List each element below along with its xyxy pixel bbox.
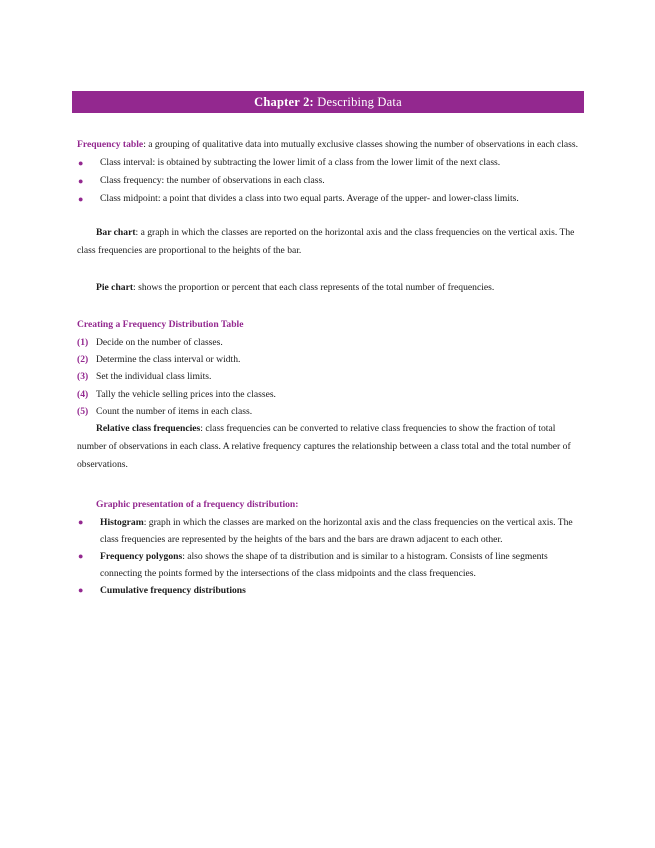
step-text: Set the individual class limits. <box>96 371 212 383</box>
bullet-text: Class frequency: the number of observations in each class. <box>100 175 325 186</box>
frequency-table-term: Frequency table <box>77 139 144 150</box>
creating-table-heading: Creating a Frequency Distribution Table <box>77 319 244 330</box>
step-number: (4) <box>77 388 89 400</box>
frequency-table-definition: : a grouping of qualitative data into mutually exclusive classes showing the number of observations in each class. <box>143 139 578 150</box>
list-item <box>77 403 581 420</box>
bullet-text: Class midpoint: a point that divides a class into two equal parts. Average of the upper- and lower-class limits. <box>100 193 519 204</box>
bullet-icon: ● <box>78 551 84 562</box>
document-content <box>77 136 581 599</box>
relative-frequency-paragraph <box>77 420 581 474</box>
bar-chart-paragraph <box>77 224 581 260</box>
list-item <box>77 548 581 582</box>
histogram-term: Histogram <box>100 517 144 529</box>
list-item <box>77 351 581 368</box>
step-number: (1) <box>77 337 89 348</box>
bullet-text: Class interval: is obtained by subtracting the lower limit of a class from the lower limit of the next class. <box>100 157 501 168</box>
bullet-icon: ● <box>78 517 84 528</box>
bullet-icon: ● <box>78 158 84 168</box>
histogram-text: : graph in which the classes are marked on the horizontal axis and the class frequencies on the vertical axis. The class frequencies are represented by the heights of the bars and the bars are drawn adjacent to each other. <box>100 517 573 546</box>
frequency-table-bullets <box>77 154 581 208</box>
step-text: Tally the vehicle selling prices into the classes. <box>96 388 276 400</box>
relative-frequency-term: Relative class frequencies <box>96 423 201 435</box>
chapter-title: Describing Data <box>317 95 402 109</box>
step-text: Determine the class interval or width. <box>96 354 241 366</box>
frequency-polygons-term: Frequency polygons <box>100 551 183 563</box>
bar-chart-term: Bar chart <box>96 227 136 238</box>
list-item <box>77 154 581 172</box>
bar-chart-definition: : a graph in which the classes are reported on the horizontal axis and the class frequencies on the vertical axis. The class frequencies are proportional to the heights of the bar. <box>77 227 575 256</box>
list-item <box>77 172 581 190</box>
graphic-presentation-heading: Graphic presentation of a frequency distribution: <box>96 499 299 511</box>
bullet-icon: ● <box>78 585 84 596</box>
chapter-label: Chapter 2: <box>254 95 314 109</box>
step-number: (5) <box>77 405 89 417</box>
step-text: Decide on the number of classes. <box>96 337 223 348</box>
pie-chart-term: Pie chart <box>96 282 134 293</box>
pie-chart-definition: : shows the proportion or percent that each class represents of the total number of frequencies. <box>133 282 495 293</box>
cumulative-frequency-term: Cumulative frequency distributions <box>100 585 246 597</box>
list-item <box>77 386 581 403</box>
graphic-presentation-list <box>77 514 581 599</box>
frequency-polygons-text: : also shows the shape of ta distribution and is similar to a histogram. Consists of line segments connecting the points formed by the intersections of the class midpoints and the class frequencies. <box>100 551 548 580</box>
bullet-icon: ● <box>78 194 84 204</box>
list-item <box>77 514 581 548</box>
step-number: (3) <box>77 371 89 383</box>
pie-chart-paragraph <box>77 279 581 297</box>
step-text: Count the number of items in each class. <box>96 405 253 417</box>
step-number: (2) <box>77 354 89 366</box>
relative-frequency-definition: : class frequencies can be converted to relative class frequencies to show the fraction of total number of observations in each class. A relative frequency captures the relationship between a class total and the total number of observations. <box>77 423 571 471</box>
creating-table-steps <box>77 334 581 420</box>
frequency-table-paragraph <box>77 136 581 154</box>
chapter-banner <box>72 91 584 113</box>
list-item <box>77 334 581 351</box>
list-item <box>77 368 581 385</box>
list-item <box>77 190 581 208</box>
list-item <box>77 582 581 599</box>
bullet-icon: ● <box>78 176 84 186</box>
